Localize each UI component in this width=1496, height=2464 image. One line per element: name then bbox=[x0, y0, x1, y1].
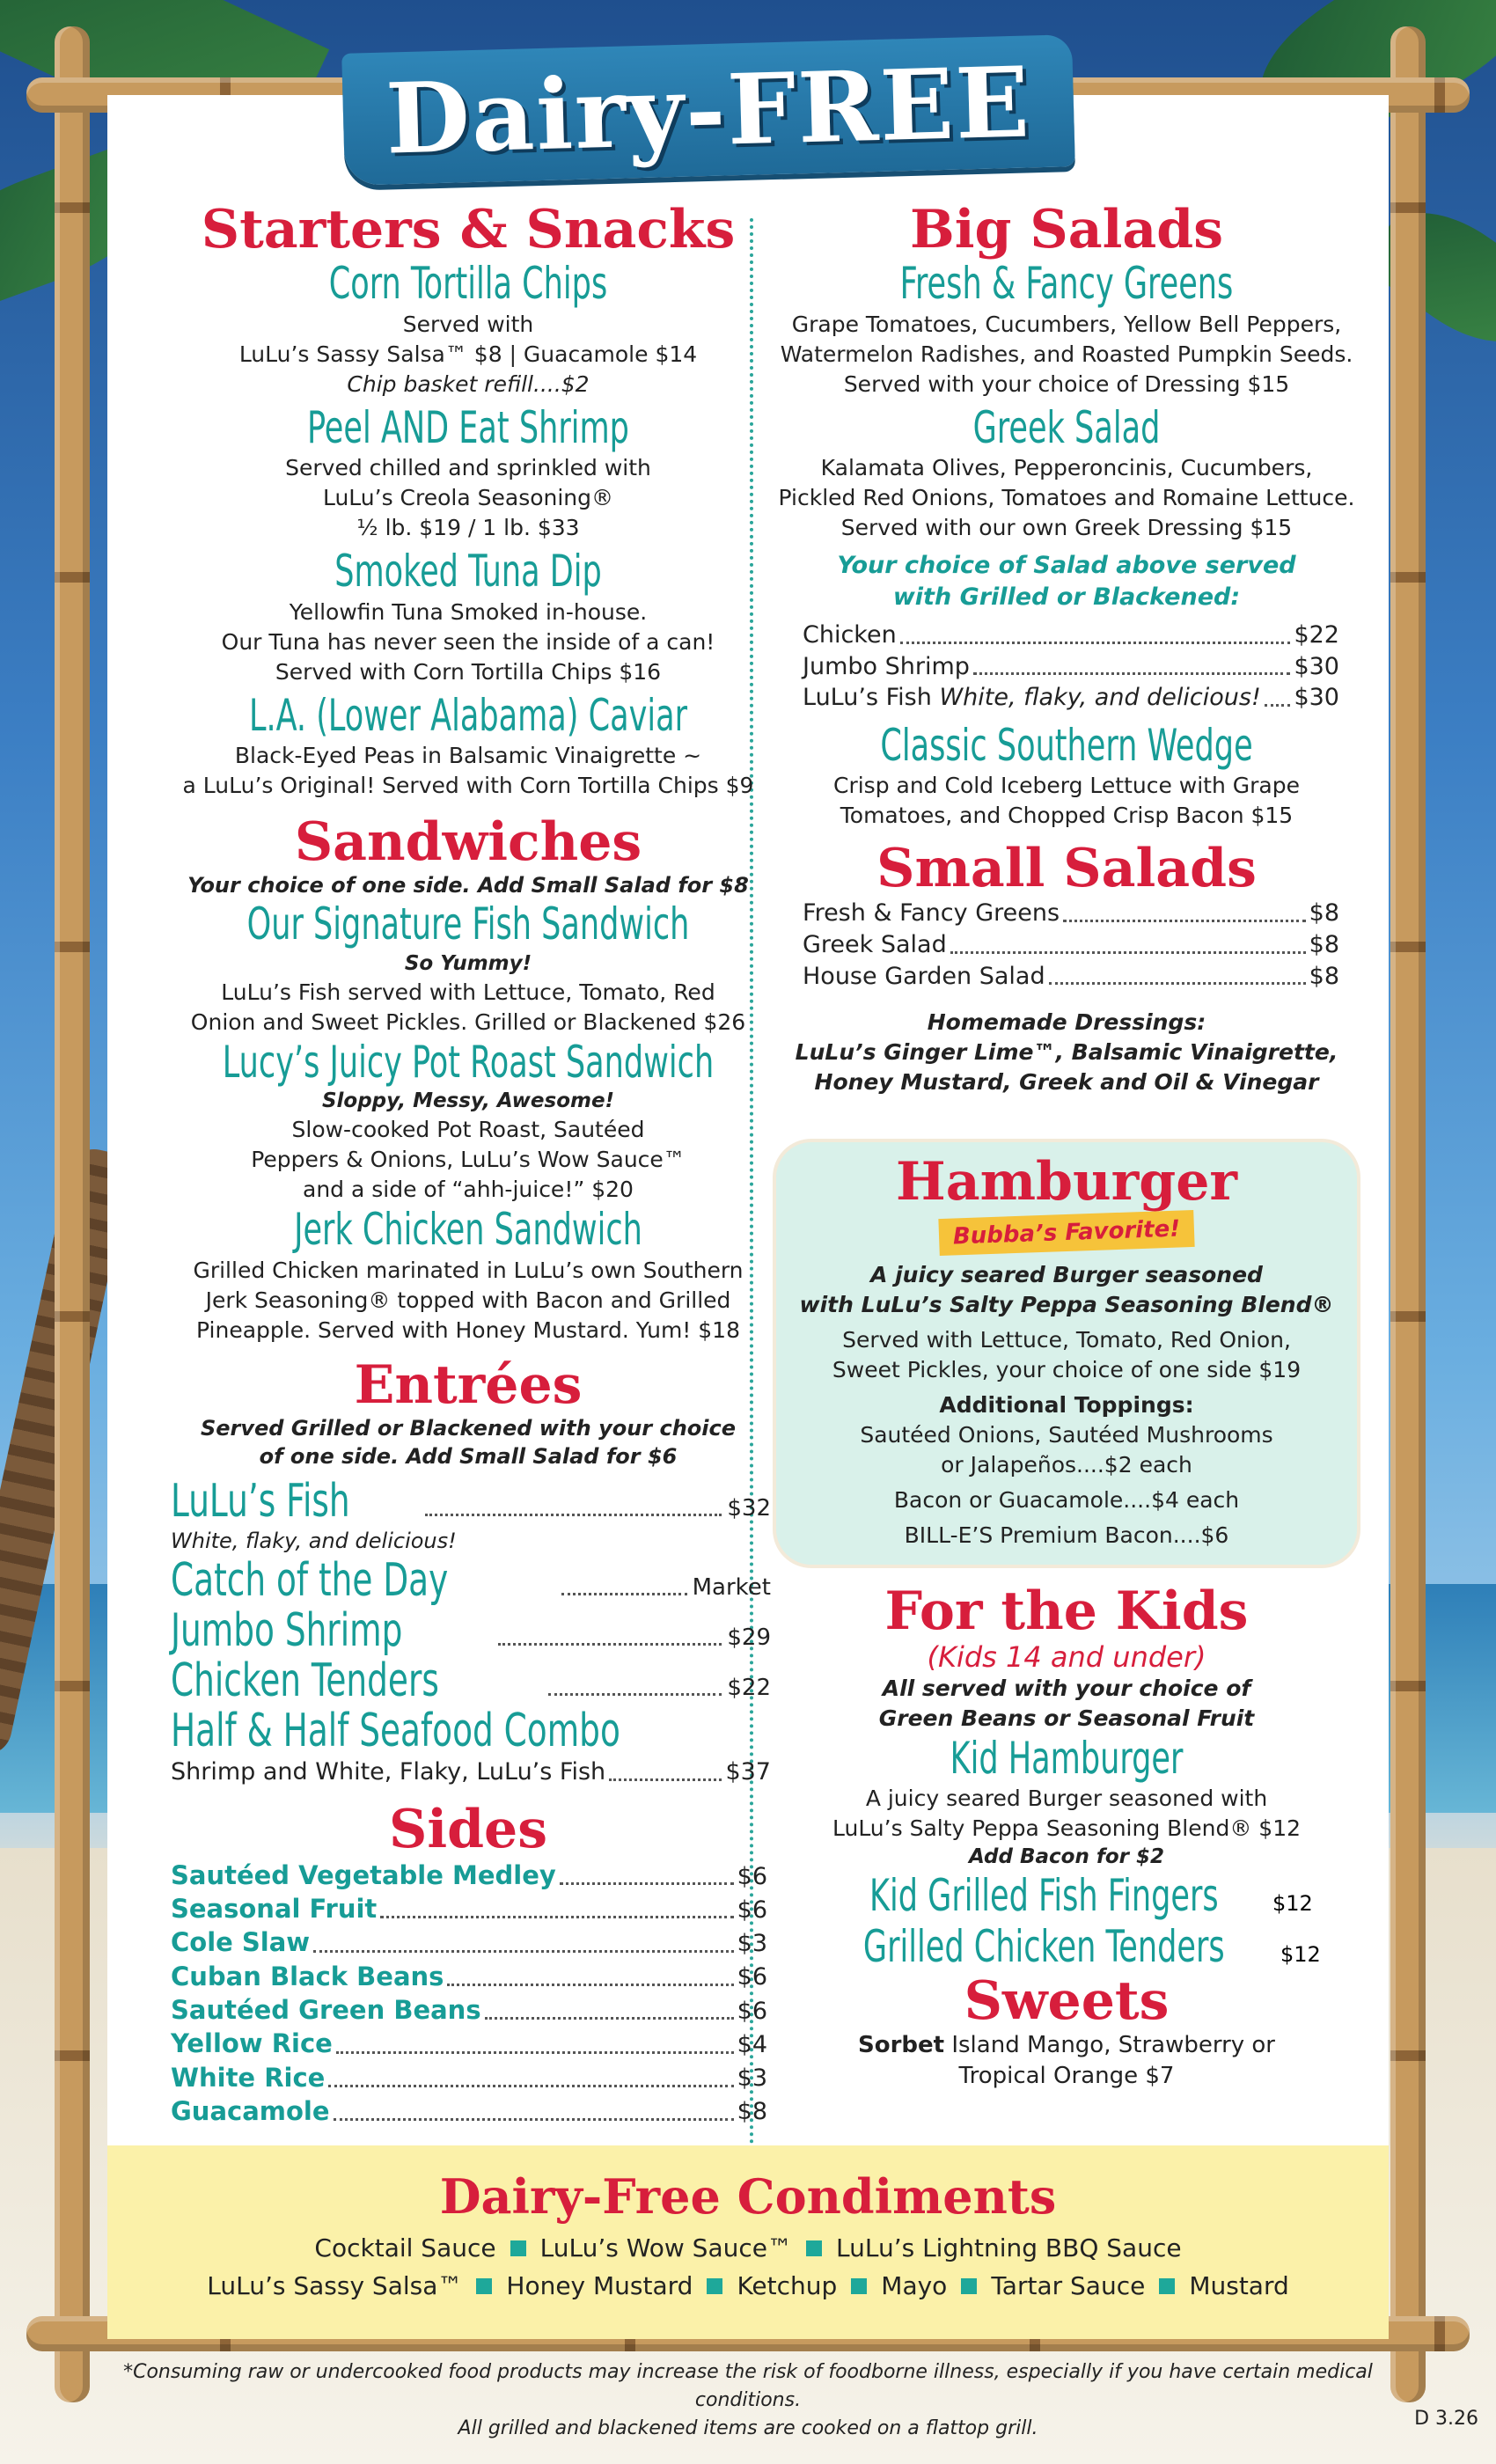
sides-list bbox=[151, 1859, 785, 2128]
combo-price: $37 bbox=[725, 1758, 771, 1786]
sweets-flavors: Island Mango, Strawberry or bbox=[951, 2032, 1275, 2059]
side-row bbox=[171, 1993, 767, 2027]
toppings-heading: Additional Toppings: bbox=[939, 1391, 1194, 1418]
section-title-kids: For the Kids bbox=[884, 1580, 1249, 1642]
leader-dots bbox=[1063, 920, 1306, 922]
side-name: Guacamole bbox=[171, 2095, 330, 2126]
condiment-item: Ketchup bbox=[737, 2271, 838, 2300]
protein-list bbox=[767, 614, 1366, 714]
item-desc: Peppers & Onions, LuLu’s Wow Sauce™ bbox=[251, 1147, 686, 1173]
leader-dots bbox=[1265, 704, 1291, 707]
kids-age: (Kids 14 and under) bbox=[927, 1640, 1206, 1674]
section-subtitle: Your choice of one side. Add Small Salad for $8 bbox=[187, 873, 749, 898]
side-row bbox=[171, 2061, 767, 2094]
favorite-ribbon: Bubba’s Favorite! bbox=[938, 1210, 1194, 1256]
leader-dots bbox=[950, 951, 1306, 954]
item-title: Lucy’s Juicy Pot Roast Sandwich bbox=[222, 1036, 715, 1088]
side-row bbox=[171, 2027, 767, 2060]
entree-name: Half & Half Seafood Combo bbox=[171, 1705, 620, 1758]
menu-item bbox=[151, 259, 785, 400]
square-bullet-icon bbox=[1159, 2278, 1175, 2294]
square-bullet-icon bbox=[961, 2278, 977, 2294]
entree-row bbox=[171, 1553, 771, 1607]
side-name: Yellow Rice bbox=[171, 2028, 333, 2059]
protein-row bbox=[803, 620, 1339, 651]
leader-dots bbox=[900, 642, 1291, 644]
kids-note: Green Beans or Seasonal Fruit bbox=[878, 1705, 1255, 1731]
leader-dots bbox=[498, 1643, 722, 1646]
item-desc: Served chilled and sprinkled with bbox=[285, 455, 651, 480]
condiment-item: LuLu’s Lightning BBQ Sauce bbox=[835, 2233, 1182, 2262]
protein-name: Chicken bbox=[803, 620, 897, 649]
dressings-heading: Homemade Dressings: bbox=[927, 1009, 1206, 1036]
kids-item bbox=[767, 1922, 1366, 1973]
side-price: $6 bbox=[737, 1997, 767, 2025]
square-bullet-icon bbox=[510, 2240, 526, 2256]
hamburger-box bbox=[776, 1142, 1357, 1565]
square-bullet-icon bbox=[476, 2278, 492, 2294]
side-price: $6 bbox=[737, 1963, 767, 1991]
condiments-row-1 bbox=[107, 2233, 1389, 2262]
entree-price: $22 bbox=[727, 1675, 771, 1702]
condiment-item: LuLu’s Wow Sauce™ bbox=[539, 2233, 792, 2262]
item-desc: Pickled Red Onions, Tomatoes and Romaine Lettuce. bbox=[778, 485, 1355, 510]
leader-dots bbox=[313, 1950, 734, 1953]
entree-price: $32 bbox=[727, 1494, 771, 1522]
condiment-item: Mustard bbox=[1189, 2271, 1289, 2300]
leader-dots bbox=[609, 1778, 722, 1781]
leader-dots bbox=[1049, 982, 1306, 985]
item-price: $12 bbox=[1272, 1891, 1313, 1917]
item-title: L.A. (Lower Alabama) Caviar bbox=[248, 689, 688, 741]
item-desc: Jerk Seasoning® topped with Bacon and Grilled bbox=[205, 1287, 731, 1313]
section-title-sweets: Sweets bbox=[964, 1970, 1170, 2033]
condiments-section bbox=[107, 2145, 1389, 2339]
side-row bbox=[171, 2094, 767, 2128]
item-desc: Slow-cooked Pot Roast, Sautéed bbox=[291, 1117, 645, 1143]
right-column bbox=[767, 201, 1366, 1096]
side-price: $3 bbox=[737, 1930, 767, 1958]
condiment-item: Tartar Sauce bbox=[991, 2271, 1146, 2300]
menu-item bbox=[151, 1205, 785, 1346]
entree-name: LuLu’s Fish bbox=[171, 1474, 350, 1528]
page-title: Dairy-FREE bbox=[384, 44, 1033, 176]
section-subtitle: Served Grilled or Blackened with your choice bbox=[200, 1415, 737, 1441]
choice-note: with Grilled or Blackened: bbox=[892, 583, 1241, 612]
entree-price: Market bbox=[692, 1573, 771, 1601]
entree-name: Jumbo Shrimp bbox=[171, 1603, 403, 1657]
item-desc: Pineapple. Served with Honey Mustard. Yum! $18 bbox=[196, 1316, 740, 1343]
side-price: $3 bbox=[737, 2064, 767, 2093]
condiment-item: Cocktail Sauce bbox=[314, 2233, 496, 2262]
side-price: $6 bbox=[737, 1862, 767, 1890]
item-desc: Served with our own Greek Dressing $15 bbox=[840, 515, 1293, 540]
item-desc: Grilled Chicken marinated in LuLu’s own Southern bbox=[193, 1257, 744, 1283]
entree-row bbox=[171, 1656, 771, 1706]
item-desc: Black-Eyed Peas in Balsamic Vinaigrette ~ bbox=[234, 743, 702, 768]
item-desc: LuLu’s Creola Seasoning® bbox=[322, 485, 614, 510]
topping-line: BILL-E’S Premium Bacon....$6 bbox=[904, 1522, 1229, 1548]
bamboo-frame-left bbox=[55, 26, 90, 2402]
menu-panel bbox=[107, 95, 1389, 2330]
topping-line: Bacon or Guacamole....$4 each bbox=[893, 1486, 1240, 1513]
section-title-condiments: Dairy-Free Condiments bbox=[439, 2168, 1057, 2225]
leader-dots bbox=[548, 1693, 722, 1696]
square-bullet-icon bbox=[806, 2240, 822, 2256]
section-subtitle: of one side. Add Small Salad for $6 bbox=[259, 1444, 678, 1470]
dressings-list: Honey Mustard, Greek and Oil & Vinegar bbox=[814, 1068, 1319, 1095]
choice-note: Your choice of Salad above served bbox=[837, 552, 1296, 579]
leader-dots bbox=[336, 2051, 734, 2054]
item-title: Corn Tortilla Chips bbox=[328, 258, 608, 309]
item-title: Kid Hamburger bbox=[950, 1732, 1184, 1784]
item-desc: Served with Corn Tortilla Chips $16 bbox=[275, 658, 662, 685]
burger-desc: Sweet Pickles, your choice of one side $19 bbox=[832, 1356, 1302, 1382]
item-desc: LuLu’s Salty Peppa Seasoning Blend® $12 bbox=[832, 1815, 1302, 1841]
menu-item bbox=[151, 1038, 785, 1206]
kids-item bbox=[767, 1871, 1366, 1922]
item-title: Peel AND Eat Shrimp bbox=[307, 401, 629, 453]
burger-bold-line: A juicy seared Burger seasoned bbox=[870, 1262, 1263, 1287]
item-desc: Crisp and Cold Iceberg Lettuce with Grape bbox=[832, 773, 1301, 799]
salad-row bbox=[803, 929, 1339, 961]
burger-bold-line: with LuLu’s Salty Peppa Seasoning Blend® bbox=[799, 1291, 1334, 1317]
footer-disclaimer: *Consuming raw or undercooked food products may increase the risk of foodborne illness, especially if you have certain medical conditions. bbox=[123, 2361, 1373, 2411]
item-desc: Tomatoes, and Chopped Crisp Bacon $15 bbox=[840, 803, 1294, 829]
salad-price: $8 bbox=[1309, 962, 1339, 990]
burger-desc: Served with Lettuce, Tomato, Red Onion, bbox=[842, 1326, 1291, 1353]
entree-name: Chicken Tenders bbox=[171, 1654, 439, 1707]
item-title: Greek Salad bbox=[972, 401, 1161, 453]
item-desc: ½ lb. $19 / 1 lb. $33 bbox=[356, 515, 580, 540]
item-title: Smoked Tuna Dip bbox=[334, 546, 602, 597]
leader-dots bbox=[334, 2118, 734, 2121]
entree-list bbox=[151, 1474, 785, 1788]
condiment-item: LuLu’s Sassy Salsa™ bbox=[207, 2271, 463, 2300]
sweets-line: Tropical Orange $7 bbox=[958, 2063, 1175, 2090]
item-desc: Onion and Sweet Pickles. Grilled or Blackened $26 bbox=[190, 1008, 746, 1035]
salad-price: $8 bbox=[1309, 930, 1339, 958]
condiments-row-2 bbox=[107, 2271, 1389, 2300]
bamboo-frame-right bbox=[1390, 26, 1426, 2402]
item-desc: Watermelon Radishes, and Roasted Pumpkin Seeds. bbox=[780, 341, 1353, 367]
side-price: $8 bbox=[737, 2098, 767, 2126]
side-price: $6 bbox=[737, 1896, 767, 1924]
side-row bbox=[171, 1859, 767, 1892]
menu-item bbox=[151, 899, 785, 1038]
leader-dots bbox=[447, 1984, 733, 1986]
leader-dots bbox=[973, 672, 1291, 675]
protein-row bbox=[803, 651, 1339, 683]
side-row bbox=[171, 1892, 767, 1925]
leader-dots bbox=[425, 1514, 722, 1516]
item-title: Our Signature Fish Sandwich bbox=[246, 898, 690, 950]
menu-item bbox=[767, 259, 1366, 400]
sweets-name: Sorbet bbox=[857, 2032, 945, 2059]
leader-dots bbox=[380, 1916, 733, 1918]
item-title: Classic Southern Wedge bbox=[880, 719, 1253, 771]
leader-dots bbox=[485, 2017, 734, 2020]
kids-section bbox=[767, 1582, 1366, 2093]
item-desc: LuLu’s Fish served with Lettuce, Tomato, Red bbox=[221, 979, 715, 1005]
item-title: Kid Grilled Fish Fingers bbox=[869, 1870, 1219, 1922]
item-tag: So Yummy! bbox=[404, 951, 532, 975]
salad-name: Greek Salad bbox=[803, 930, 947, 958]
item-title: Fresh & Fancy Greens bbox=[899, 258, 1234, 309]
menu-item bbox=[151, 546, 785, 687]
item-desc: LuLu’s Sassy Salsa™ $8 | Guacamole $14 bbox=[238, 341, 698, 367]
item-desc: Our Tuna has never seen the inside of a can! bbox=[221, 628, 715, 655]
small-salad-list bbox=[767, 898, 1366, 992]
item-note: Chip basket refill....$2 bbox=[347, 370, 590, 397]
menu-item bbox=[151, 403, 785, 544]
side-row bbox=[171, 1925, 767, 1959]
section-title-sandwiches: Sandwiches bbox=[294, 811, 642, 873]
protein-extra: White, flaky, and delicious! bbox=[939, 684, 1261, 712]
section-title-sides: Sides bbox=[388, 1798, 548, 1860]
footer-note: All grilled and blackened items are cooked on a flattop grill. bbox=[458, 2416, 1038, 2439]
title-sign bbox=[341, 34, 1075, 186]
entree-row bbox=[171, 1474, 771, 1528]
salad-name: House Garden Salad bbox=[803, 962, 1045, 990]
salad-row bbox=[803, 898, 1339, 929]
leader-dots bbox=[328, 2085, 733, 2087]
condiment-item: Honey Mustard bbox=[506, 2271, 693, 2300]
side-name: White Rice bbox=[171, 2062, 326, 2093]
section-title-hamburger: Hamburger bbox=[896, 1151, 1237, 1213]
salad-row bbox=[803, 961, 1339, 993]
protein-name: Jumbo Shrimp bbox=[803, 652, 970, 680]
protein-price: $22 bbox=[1294, 620, 1339, 649]
side-row bbox=[171, 1960, 767, 1993]
item-desc: Served with your choice of Dressing $15 bbox=[843, 370, 1290, 397]
section-title-entrees: Entrées bbox=[354, 1353, 583, 1416]
entree-name: Catch of the Day bbox=[171, 1553, 449, 1607]
item-desc: Kalamata Olives, Pepperoncinis, Cucumbers, bbox=[820, 455, 1313, 480]
dressings-list: LuLu’s Ginger Lime™, Balsamic Vinaigrette, bbox=[795, 1038, 1338, 1065]
item-desc: Served with bbox=[402, 311, 534, 337]
section-title-big-salads: Big Salads bbox=[910, 199, 1223, 260]
sweets-line bbox=[767, 2030, 1366, 2061]
protein-row bbox=[803, 682, 1339, 714]
square-bullet-icon bbox=[707, 2278, 722, 2294]
footer bbox=[107, 2358, 1389, 2443]
menu-item bbox=[767, 721, 1366, 832]
condiment-item: Mayo bbox=[881, 2271, 948, 2300]
protein-name: LuLu’s Fish bbox=[803, 684, 932, 712]
item-title: Grilled Chicken Tenders bbox=[863, 1920, 1225, 1972]
item-desc: Grape Tomatoes, Cucumbers, Yellow Bell Peppers, bbox=[791, 311, 1342, 337]
item-price: $12 bbox=[1280, 1941, 1321, 1967]
side-name: Cuban Black Beans bbox=[171, 1961, 444, 1991]
item-title: Jerk Chicken Sandwich bbox=[294, 1204, 642, 1256]
entree-row bbox=[171, 1603, 771, 1657]
side-name: Sautéed Vegetable Medley bbox=[171, 1859, 556, 1890]
topping-line: or Jalapeños....$2 each bbox=[941, 1451, 1192, 1478]
entree-row bbox=[171, 1706, 771, 1756]
menu-code: D 3.26 bbox=[1414, 2408, 1478, 2430]
menu-item bbox=[767, 403, 1366, 544]
salad-price: $8 bbox=[1309, 899, 1339, 928]
menu-item bbox=[151, 691, 785, 802]
combo-label: Shrimp and White, Flaky, LuLu’s Fish bbox=[171, 1758, 606, 1786]
leader-dots bbox=[560, 1882, 734, 1885]
left-column bbox=[151, 201, 785, 2128]
entree-price: $29 bbox=[727, 1624, 771, 1651]
entree-sub: White, flaky, and delicious! bbox=[171, 1528, 457, 1553]
side-price: $4 bbox=[737, 2030, 767, 2058]
item-tag: Sloppy, Messy, Awesome! bbox=[321, 1089, 615, 1113]
side-name: Sautéed Green Beans bbox=[171, 1995, 481, 2026]
kids-extra: Add Bacon for $2 bbox=[968, 1845, 1165, 1868]
protein-price: $30 bbox=[1294, 684, 1339, 712]
topping-line: Sautéed Onions, Sautéed Mushrooms bbox=[860, 1421, 1273, 1448]
protein-price: $30 bbox=[1294, 652, 1339, 680]
side-name: Cole Slaw bbox=[171, 1927, 311, 1958]
square-bullet-icon bbox=[851, 2278, 867, 2294]
item-desc: A juicy seared Burger seasoned with bbox=[865, 1786, 1268, 1811]
section-title-starters: Starters & Snacks bbox=[201, 199, 736, 260]
kids-note: All served with your choice of bbox=[882, 1676, 1251, 1701]
salad-name: Fresh & Fancy Greens bbox=[803, 899, 1060, 928]
combo-row bbox=[171, 1756, 771, 1788]
leader-dots bbox=[561, 1593, 687, 1595]
item-desc: and a side of “ahh-juice!” $20 bbox=[303, 1177, 634, 1203]
section-title-small-salads: Small Salads bbox=[876, 838, 1257, 900]
item-desc: Yellowfin Tuna Smoked in-house. bbox=[289, 598, 648, 625]
item-desc: a LuLu’s Original! Served with Corn Tortilla Chips $9 bbox=[182, 773, 754, 798]
side-name: Seasonal Fruit bbox=[171, 1894, 378, 1925]
